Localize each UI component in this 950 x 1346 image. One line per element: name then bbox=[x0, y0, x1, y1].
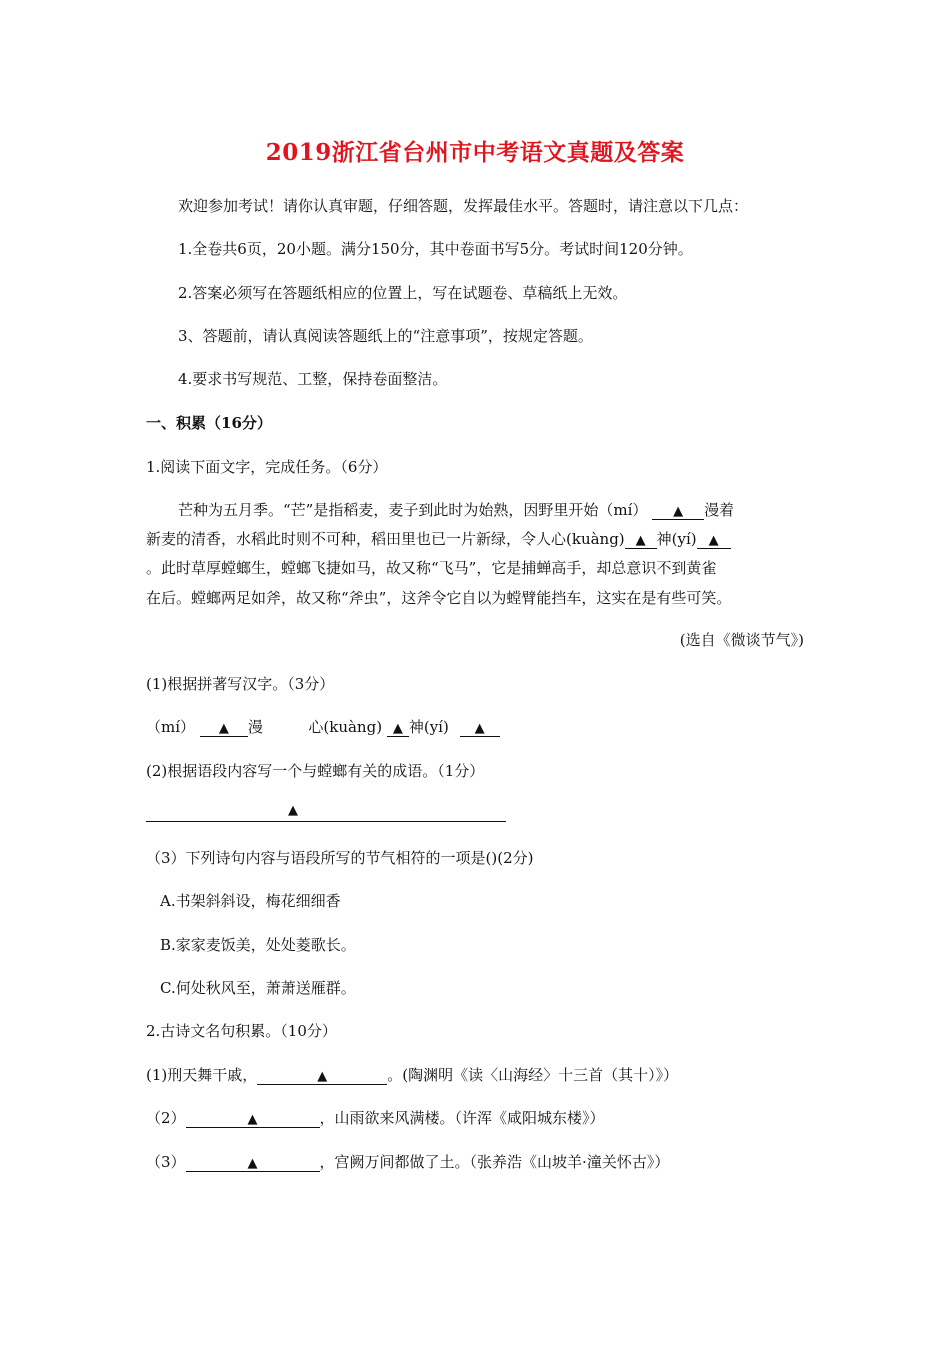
pinyin-yi: 神(yí) bbox=[408, 718, 449, 736]
question-2-title: 2.古诗文名句积累。（10分） bbox=[146, 1022, 337, 1040]
answer-blank[interactable] bbox=[697, 530, 731, 549]
passage-text: 神(yí) bbox=[656, 530, 697, 548]
section-heading: 一、积累（16分） bbox=[146, 414, 272, 432]
question-1-title: 1.阅读下面文字，完成任务。（6分） bbox=[146, 458, 388, 476]
intro-note-2: 2.答案必须写在答题纸相应的位置上，写在试题卷、草稿纸上无效。 bbox=[178, 284, 628, 302]
poem-text: （2） bbox=[146, 1109, 186, 1127]
poem-text: ，山雨欲来风满楼。（许浑《咸阳城东楼》） bbox=[319, 1109, 605, 1127]
passage-line-3: 。此时草厚螳螂生，螳螂飞捷如马，故又称“飞马”，它是捕蝉高手，却总意识不到黄雀 bbox=[146, 559, 717, 577]
sub-question-3: （3）下列诗句内容与语段所写的节气相符的一项是()(2分) bbox=[146, 849, 534, 867]
triangle-icon: ▲ bbox=[288, 803, 298, 818]
passage-line-4: 在后。螳螂两足如斧，故又称“斧虫”，这斧令它自以为螳臂能挡车，这实在是有些可笑。 bbox=[146, 589, 732, 607]
intro-note-3: 3、答题前，请认真阅读答题纸上的“注意事项”，按规定答题。 bbox=[178, 327, 593, 345]
poem-text: (1)刑天舞干戚， bbox=[146, 1066, 258, 1084]
poem-text: ，宫阙万间都做了土。（张养浩《山坡羊·潼关怀古》） bbox=[319, 1153, 670, 1171]
passage-line-2 bbox=[146, 529, 731, 549]
option-a[interactable]: A.书架斜斜设，梅花细细香 bbox=[160, 892, 341, 910]
answer-blank[interactable] bbox=[460, 718, 500, 737]
sub-question-1: (1)根据拼著写汉字。（3分） bbox=[146, 675, 335, 693]
triangle-icon: ▲ bbox=[218, 721, 229, 736]
triangle-icon: ▲ bbox=[392, 721, 403, 736]
triangle-icon: ▲ bbox=[317, 1069, 328, 1084]
triangle-icon: ▲ bbox=[247, 1156, 258, 1171]
passage-text: 新麦的清香，水稻此时则不可种，稻田里也已一片新绿，令人心(kuàng) bbox=[146, 530, 625, 548]
poem-item-2 bbox=[146, 1108, 605, 1128]
triangle-icon: ▲ bbox=[635, 533, 646, 548]
answer-blank[interactable] bbox=[200, 718, 248, 737]
intro-note-4: 4.要求书写规范、工整，保持卷面整洁。 bbox=[178, 370, 448, 388]
option-c[interactable]: C.何处秋风至，萧萧送雁群。 bbox=[160, 979, 356, 997]
triangle-icon: ▲ bbox=[247, 1112, 258, 1127]
page-title: 2019浙江省台州市中考语文真题及答案 bbox=[265, 139, 685, 166]
answer-blank[interactable] bbox=[652, 501, 704, 520]
poem-item-1 bbox=[146, 1065, 678, 1085]
triangle-icon: ▲ bbox=[708, 533, 719, 548]
triangle-icon: ▲ bbox=[474, 721, 485, 736]
poem-text: （3） bbox=[146, 1153, 186, 1171]
passage-source: (选自《微谈节气》) bbox=[679, 631, 804, 649]
poem-text: 。(陶渊明《读〈山海经〉十三首（其十）》） bbox=[387, 1066, 679, 1084]
poem-item-3 bbox=[146, 1152, 669, 1172]
pinyin-kuang: 心(kuàng) bbox=[308, 718, 383, 736]
char-label: 漫 bbox=[247, 718, 263, 736]
passage-text: 芒种为五月季。“芒”是指稻麦，麦子到此时为始熟，因野里开始（mí） bbox=[178, 501, 648, 519]
intro-note-1: 1.全卷共6页，20小题。满分150分，其中卷面书写5分。考试时间120分钟。 bbox=[178, 240, 693, 258]
pinyin-mi: （mí） bbox=[146, 718, 196, 736]
sub-question-1-blanks bbox=[146, 717, 500, 737]
passage-line-1 bbox=[178, 500, 734, 520]
answer-line[interactable] bbox=[146, 803, 506, 822]
passage-text: 漫着 bbox=[704, 501, 735, 519]
answer-blank[interactable] bbox=[257, 1066, 387, 1085]
sub-question-2: (2)根据语段内容写一个与螳螂有关的成语。（1分） bbox=[146, 762, 485, 780]
answer-blank[interactable] bbox=[625, 530, 657, 549]
answer-blank[interactable] bbox=[387, 718, 409, 737]
answer-blank[interactable] bbox=[186, 1153, 320, 1172]
answer-blank[interactable] bbox=[186, 1109, 320, 1128]
triangle-icon: ▲ bbox=[673, 504, 684, 519]
intro-welcome: 欢迎参加考试！请你认真审题，仔细答题，发挥最佳水平。答题时，请注意以下几点： bbox=[178, 197, 749, 215]
option-b[interactable]: B.家家麦饭美，处处菱歌长。 bbox=[160, 936, 356, 954]
